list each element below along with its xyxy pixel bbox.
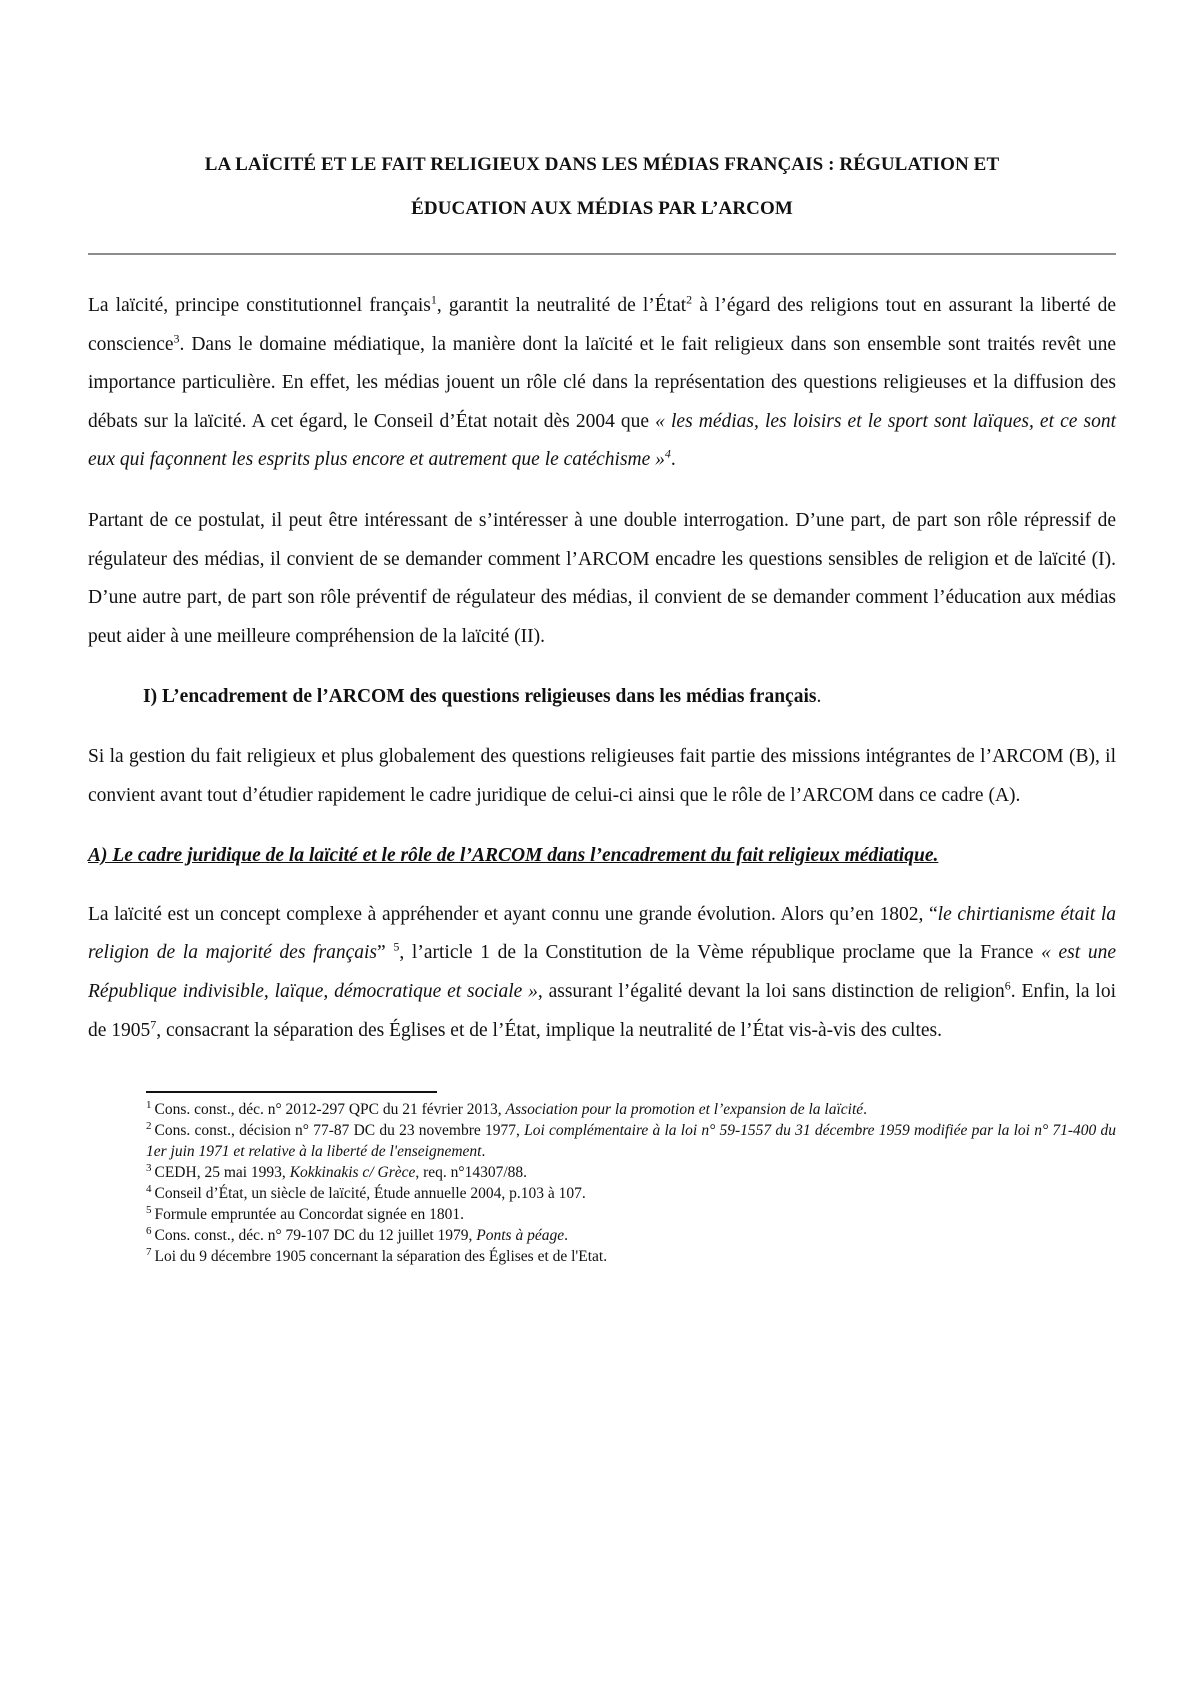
footnote-text: Loi du 9 décembre 1905 concernant la séparation des Églises et de l'Etat. xyxy=(154,1248,608,1266)
footnote-italic: Kokkinakis c/ Grèce xyxy=(289,1164,416,1182)
footnote-italic: Ponts à péage xyxy=(476,1227,565,1245)
title-divider xyxy=(88,253,1116,255)
section-1-title-end: . xyxy=(816,686,822,708)
footnote-end: . xyxy=(863,1101,868,1119)
document-title xyxy=(88,143,1116,231)
footnote-mark: 4 xyxy=(146,1182,152,1195)
footnote-ref-7[interactable]: 7 xyxy=(150,1017,157,1031)
footnote-ref-1[interactable]: 1 xyxy=(430,292,437,307)
footnote-end: . xyxy=(564,1227,568,1245)
constitution-quote: « est une République indivisible, laïque, démocratique et sociale » xyxy=(88,942,1117,1002)
para4-text-2: ” xyxy=(377,942,394,964)
section-1-intro-paragraph: Si la gestion du fait religieux et plus globalement des questions religieuses fait partie des missions intégrantes de l’ARCOM (B), il convient avant tout d’étudier rapidement le cadre juridique de celui-ci ainsi que le rôle de l’ARCOM dans ce cadre (A). xyxy=(88,745,1116,806)
para4-text-3: , l’article 1 de la Constitution de la Vème république proclame que la France xyxy=(399,942,1042,964)
intro-text-5: . xyxy=(670,449,676,471)
footnote-4 xyxy=(146,1183,1116,1204)
para4-text-1: La laïcité est un concept complexe à appréhender et ayant connu une grande évolution. Alors qu’en 1802, “ xyxy=(88,903,938,925)
footnote-text: Conseil d’État, un siècle de laïcité, Étude annuelle 2004, p.103 à 107. xyxy=(154,1185,586,1203)
intro-text-1: La laïcité, principe constitutionnel français xyxy=(88,295,431,316)
section-1-title: I) L’encadrement de l’ARCOM des questions religieuses dans les médias français xyxy=(143,686,817,708)
footnote-mark: 2 xyxy=(146,1119,152,1132)
footnote-italic: Loi complémentaire à la loi n° 59-1557 du 31 décembre 1959 modifiée par la loi n° 71-400 du 1er juin 1971 et relative à la liberté de l'enseignement xyxy=(146,1122,1116,1161)
title-line-2: ÉDUCATION AUX MÉDIAS PAR L’ARCOM xyxy=(411,198,793,219)
footnote-1 xyxy=(146,1099,1116,1120)
footnote-2 xyxy=(146,1120,1116,1162)
footnote-mark: 5 xyxy=(146,1203,152,1216)
footnote-7 xyxy=(146,1246,1116,1267)
footnote-6 xyxy=(146,1225,1116,1246)
para4-text-5: . Enfin, la loi de 1905 xyxy=(88,980,1116,1041)
problematique-paragraph: Partant de ce postulat, il peut être intéressant de s’intéresser à une double interrogation. D’une part, de part son rôle répressif de régulateur des médias, il convient de se demander comment l’ARCOM encadre les questions sensibles de religion et de laïcité (I). D’une autre part, de part son rôle préventif de régulateur des médias, il convient de se demander comment l’éducation aux médias peut aider à une meilleure compréhension de la laïcité (II). xyxy=(88,509,1116,647)
para4-text-4: , assurant l’égalité devant la loi sans distinction de religion xyxy=(537,980,1005,1002)
subsection-a-paragraph xyxy=(88,896,1116,1050)
section-1-heading xyxy=(88,678,1116,717)
title-line-1: LA LAÏCITÉ ET LE FAIT RELIGIEUX DANS LES MÉDIAS FRANÇAIS : RÉGULATION ET xyxy=(204,154,1000,175)
footnote-separator xyxy=(146,1091,437,1093)
footnote-3 xyxy=(146,1162,1116,1183)
footnote-mark: 6 xyxy=(146,1224,152,1237)
footnote-5 xyxy=(146,1204,1116,1225)
para4-text-6: , consacrant la séparation des Églises et de l’État, implique la neutralité de l’État vis-à-vis des cultes. xyxy=(156,1019,942,1041)
footnote-mark: 7 xyxy=(146,1245,152,1258)
footnote-ref-6[interactable]: 6 xyxy=(1004,978,1011,993)
footnote-italic: Association pour la promotion et l’expansion de la laïcité xyxy=(505,1101,864,1119)
footnote-ref-5[interactable]: 5 xyxy=(393,939,400,954)
footnote-end: . xyxy=(481,1143,486,1161)
intro-paragraph xyxy=(88,287,1116,480)
footnote-text: Cons. const., déc. n° 2012-297 QPC du 21 février 2013, xyxy=(154,1101,506,1119)
concordat-quote: le chirtianisme était la religion de la majorité des français xyxy=(88,903,1116,964)
footnote-mark: 3 xyxy=(146,1161,152,1174)
footnote-mark: 1 xyxy=(146,1098,152,1111)
footnote-ref-2[interactable]: 2 xyxy=(686,292,693,307)
conseil-etat-quote: « les médias, les loisirs et le sport sont laïques, et ce sont eux qui façonnent les esprits plus encore et autrement que le catéchisme » xyxy=(88,410,1116,471)
footnote-text: Cons. const., déc. n° 79-107 DC du 12 juillet 1979, xyxy=(154,1227,477,1245)
footnote-ref-4[interactable]: 4 xyxy=(664,446,671,461)
footnote-text: Cons. const., décision n° 77-87 DC du 23 novembre 1977, xyxy=(154,1122,525,1140)
intro-text-3: à l’égard des religions tout en assurant la liberté de conscience xyxy=(88,295,1116,355)
footnote-ref-3[interactable]: 3 xyxy=(173,331,180,346)
subsection-a-heading: A) Le cadre juridique de la laïcité et le rôle de l’ARCOM dans l’encadrement du fait religieux médiatique. xyxy=(88,845,939,867)
footnote-text: CEDH, 25 mai 1993, xyxy=(154,1164,290,1182)
footnote-end: , req. n°14307/88. xyxy=(415,1164,528,1182)
footnotes-list xyxy=(146,1099,1116,1267)
footnote-text: Formule empruntée au Concordat signée en 1801. xyxy=(154,1206,464,1224)
intro-text-4: . Dans le domaine médiatique, la manière dont la laïcité et le fait religieux dans son ensemble sont traités revêt une importance particulière. En effet, les médias jouent un rôle clé dans la représentation des questions religieuses et la diffusion des débats sur la laïcité. A cet égard, le Conseil d’État notait dès 2004 que xyxy=(88,333,1116,432)
intro-text-2: , garantit la neutralité de l’État xyxy=(436,295,687,316)
